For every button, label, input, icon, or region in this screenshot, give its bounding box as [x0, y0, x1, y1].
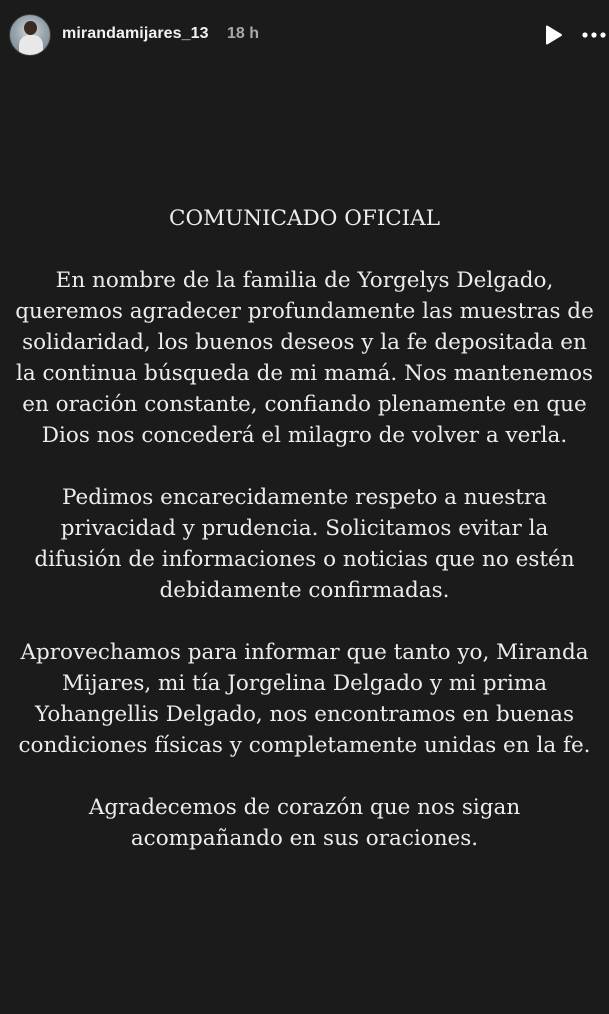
- statement-paragraph-4: Agradecemos de corazón que nos sigan acompañando en sus oraciones.: [88, 795, 521, 851]
- username[interactable]: mirandamijares_13: [62, 25, 209, 42]
- timestamp: 18 h: [227, 25, 260, 42]
- avatar[interactable]: [9, 14, 51, 56]
- statement-title: COMUNICADO OFICIAL: [169, 206, 440, 231]
- story-header: [0, 0, 609, 72]
- play-icon: [542, 24, 564, 46]
- statement-text: [14, 203, 595, 854]
- avatar-head: [24, 21, 37, 35]
- statement-paragraph-1: En nombre de la familia de Yorgelys Delgado, queremos agradecer profundamente las muestras de solidaridad, los buenos deseos y la fe depositada en la continua búsqueda de mi mamá. Nos mantenemos en oración constante, confiando plenamente en que Dios nos concederá el milagro de volver a verla.: [15, 268, 594, 448]
- statement-paragraph-3: Aprovechamos para informar que tanto yo, Miranda Mijares, mi tía Jorgelina Delgado y mi prima Yohangellis Delgado, nos encontramos en buenas condiciones físicas y completamente unidas en la fe.: [18, 640, 591, 758]
- avatar-body: [19, 35, 43, 56]
- statement-paragraph-2: Pedimos encarecidamente respeto a nuestra privacidad y prudencia. Solicitamos evitar la difusión de informaciones o noticias que no estén debidamente confirmadas.: [34, 485, 575, 603]
- more-horizontal-icon: [581, 24, 607, 46]
- more-options-button[interactable]: [581, 24, 607, 46]
- play-button[interactable]: [542, 24, 564, 46]
